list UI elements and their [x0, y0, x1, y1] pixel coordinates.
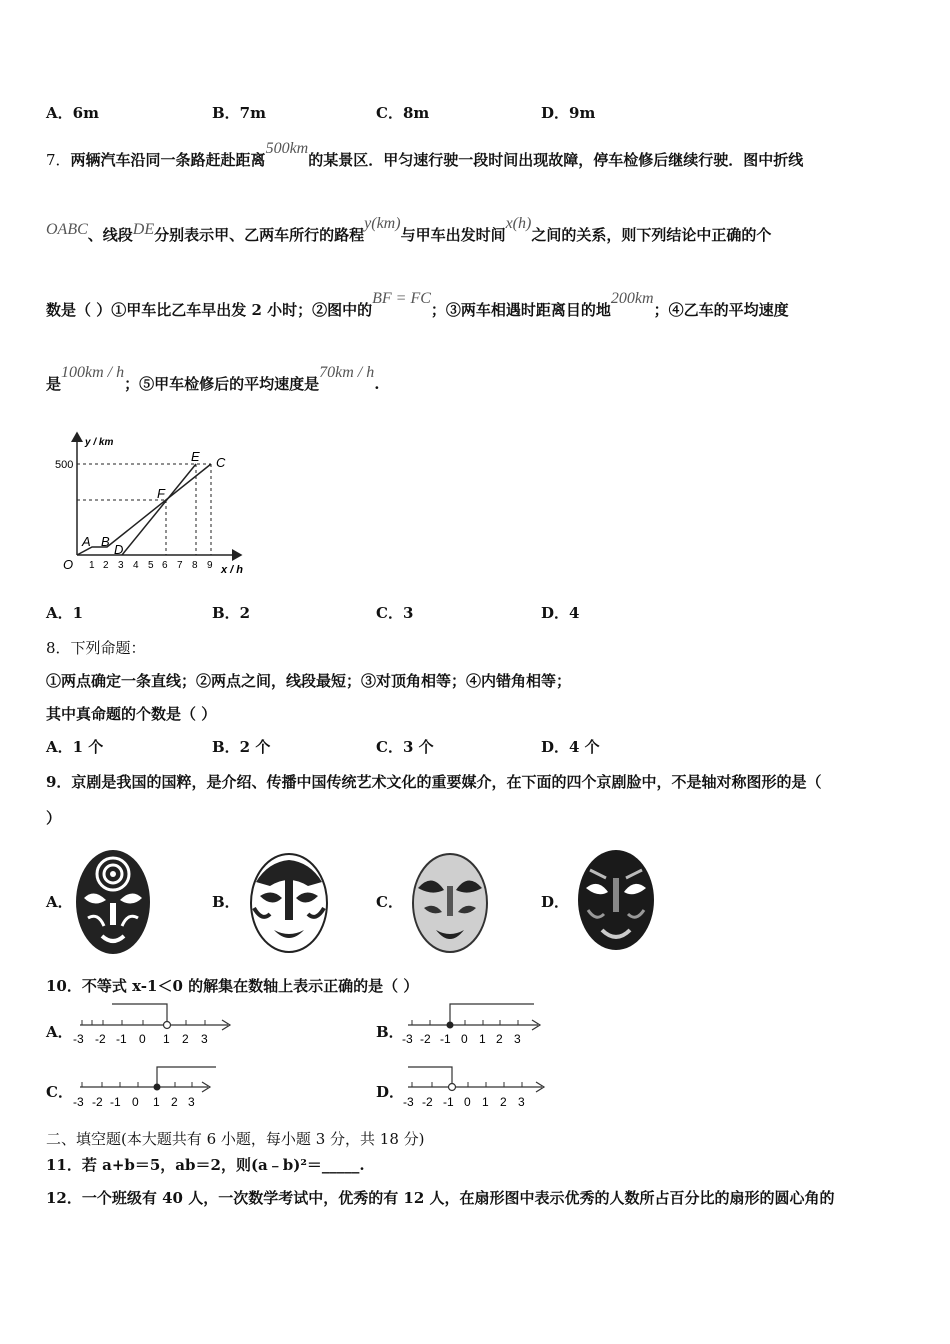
tick-label: -3 [73, 1095, 84, 1109]
tick-label: 0 [132, 1095, 139, 1109]
tick-label: 0 [461, 1032, 468, 1046]
tick-label: 2 [496, 1032, 503, 1046]
tick-label: -2 [95, 1032, 106, 1046]
q7-line-1 [46, 140, 804, 170]
q7-math-xh: x(h) [505, 215, 532, 232]
q8-option-c: C．3 个 [376, 738, 434, 756]
point-b-label: B [101, 534, 110, 549]
tick-label: 3 [518, 1095, 525, 1109]
point-d-label: D [114, 542, 124, 557]
q7-line-2 [46, 215, 772, 245]
q7-text: ；⑤甲车检修后的平均速度是 [124, 375, 320, 393]
x-tick: 6 [162, 560, 168, 571]
q7-text: 与甲车出发时间 [400, 226, 506, 244]
q6-option-a: A．6m [46, 104, 99, 122]
tick-label: 2 [171, 1095, 178, 1109]
q8-option-b: B．2 个 [212, 738, 271, 756]
section-2-title: 二、填空题(本大题共有 6 小题，每小题 3 分，共 18 分) [46, 1130, 425, 1148]
q9-question: 9．京剧是我国的国粹，是介绍、传播中国传统艺术文化的重要媒介，在下面的四个京剧脸中，不是轴对称图形的是（ [46, 773, 822, 791]
point-f-label: F [157, 486, 165, 501]
q7-number: 7． [46, 151, 71, 169]
q7-math-bffc: BF = FC [372, 290, 431, 307]
y-value-500: 500 [55, 459, 74, 471]
q7-option-b: B．2 [212, 604, 251, 622]
path-oabc [77, 464, 211, 555]
tick-label: 1 [482, 1095, 489, 1109]
opera-mask-b-image [248, 852, 330, 954]
tick-label: -2 [422, 1095, 433, 1109]
q7-line-4 [46, 364, 380, 394]
x-tick: 8 [192, 560, 198, 571]
q10-question: 10．不等式 x-1＜0 的解集在数轴上表示正确的是（ ） [46, 977, 419, 995]
q7-text: 分别表示甲、乙两车所行的路程 [154, 226, 365, 244]
q10-label-b: B． [376, 1023, 404, 1041]
q9-question-end: ） [46, 809, 62, 827]
tick-label: 2 [500, 1095, 507, 1109]
tick-label: -3 [403, 1095, 414, 1109]
opera-mask-c-image [410, 852, 490, 954]
q8-question: 其中真命题的个数是（ ） [46, 705, 217, 723]
q9-label-c: C． [376, 893, 403, 911]
tick-label: 1 [163, 1032, 170, 1046]
y-axis-label: y / km [85, 437, 114, 448]
tick-label: -1 [110, 1095, 121, 1109]
q9-label-d: D． [541, 893, 570, 911]
q7-math-ykm: y(km) [364, 215, 401, 232]
q10-number-line-c [70, 1060, 220, 1110]
q7-text: 两辆汽车沿同一条路赶赴距离 [70, 151, 266, 169]
tick-label: -1 [440, 1032, 451, 1046]
tick-label: -1 [116, 1032, 127, 1046]
tick-label: 3 [514, 1032, 521, 1046]
point-e-label: E [191, 449, 200, 464]
opera-mask-a-image [74, 848, 152, 956]
tick-label: 3 [188, 1095, 195, 1109]
q11-text: 11．若 a+b＝5，ab＝2，则(a﹣b)²＝_____. [46, 1156, 365, 1174]
q7-graph [55, 425, 255, 580]
q10-label-c: C． [46, 1083, 73, 1101]
q7-text: 的某景区．甲匀速行驶一段时间出现故障，停车检修后继续行驶．图中折线 [308, 151, 804, 169]
q9-label-a: A． [46, 893, 73, 911]
x-tick: 7 [177, 560, 183, 571]
q10-number-line-d [400, 1060, 552, 1110]
origin-label: O [63, 557, 74, 572]
x-tick: 9 [207, 560, 213, 571]
q10-label-a: A． [46, 1023, 73, 1041]
tick-label: 3 [201, 1032, 208, 1046]
tick-label: -2 [92, 1095, 103, 1109]
point-a-label: A [82, 534, 91, 549]
q7-text: 是 [46, 375, 62, 393]
q6-option-d: D．9m [541, 104, 596, 122]
x-tick: 2 [103, 560, 109, 571]
q8-statements: ①两点确定一条直线；②两点之间，线段最短；③对顶角相等；④内错角相等； [46, 672, 572, 690]
x-tick: 3 [118, 560, 124, 571]
segment-de [122, 464, 196, 555]
q7-math-oabc: OABC [46, 221, 88, 238]
q7-text: 数是（ ）①甲车比乙车早出发 2 小时；②图中的 [46, 301, 373, 319]
x-tick: 5 [148, 560, 154, 571]
tick-label: 0 [464, 1095, 471, 1109]
x-axis-label: x / h [221, 564, 244, 576]
q8-title: 8．下列命题： [46, 639, 146, 657]
q7-text: ；④乙车的平均速度 [653, 301, 789, 319]
q7-math-de: DE [132, 221, 155, 238]
opera-mask-d-image [576, 848, 656, 952]
tick-label: -3 [73, 1032, 84, 1046]
q7-text: 之间的关系，则下列结论中正确的个 [531, 226, 772, 244]
tick-label: -3 [402, 1032, 413, 1046]
q7-math-distance: 500km [265, 140, 309, 157]
x-tick: 1 [89, 560, 95, 571]
q10-label-d: D． [376, 1083, 405, 1101]
x-tick: 4 [133, 560, 139, 571]
q8-option-a: A．1 个 [46, 738, 104, 756]
q7-text: . [374, 375, 380, 393]
q8-option-d: D．4 个 [541, 738, 600, 756]
q7-math-200km: 200km [610, 290, 654, 307]
q7-text: 、线段 [87, 226, 133, 244]
q7-math-70kmh: 70km / h [319, 364, 375, 381]
tick-label: -1 [443, 1095, 454, 1109]
tick-label: 1 [479, 1032, 486, 1046]
q6-option-c: C．8m [376, 104, 430, 122]
tick-label: 2 [182, 1032, 189, 1046]
q7-option-d: D．4 [541, 604, 580, 622]
q12-text: 12．一个班级有 40 人，一次数学考试中，优秀的有 12 人，在扇形图中表示优秀的人数所占百分比的扇形的圆心角的 [46, 1189, 835, 1207]
point-c-label: C [216, 455, 226, 470]
q9-label-b: B． [212, 893, 240, 911]
tick-label: 1 [153, 1095, 160, 1109]
tick-label: 0 [139, 1032, 146, 1046]
q7-option-a: A．1 [46, 604, 84, 622]
q7-math-100kmh: 100km / h [61, 364, 125, 381]
tick-label: -2 [420, 1032, 431, 1046]
q7-line-3 [46, 290, 789, 320]
q7-text: ；③两车相遇时距离目的地 [430, 301, 611, 319]
q10-number-line-a [70, 1000, 240, 1048]
q10-number-line-b [400, 1000, 550, 1048]
q6-option-b: B．7m [212, 104, 266, 122]
q7-option-c: C．3 [376, 604, 414, 622]
